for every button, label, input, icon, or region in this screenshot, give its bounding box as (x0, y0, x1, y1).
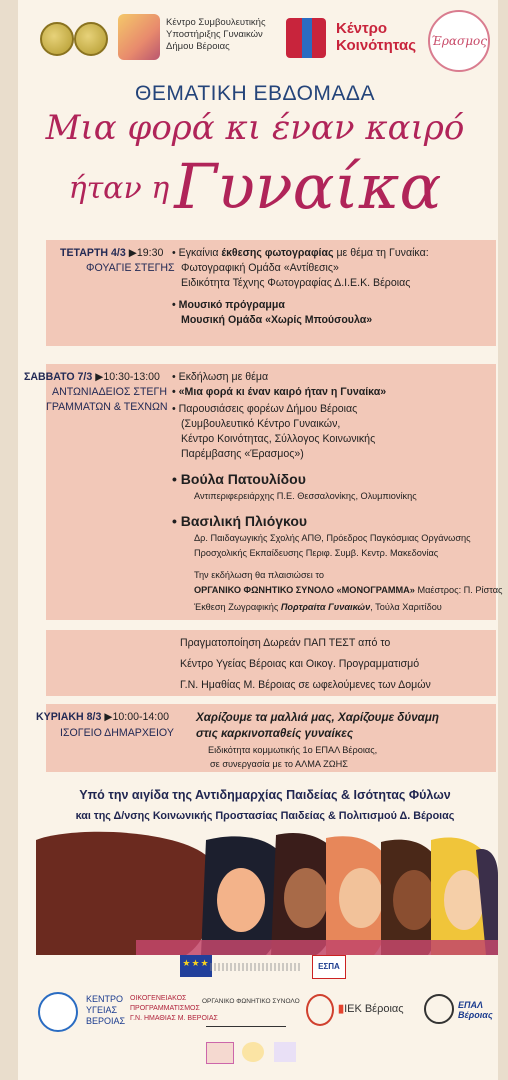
monogramma-logo (206, 1010, 286, 1027)
erasmos-text: Έρασμος (431, 34, 487, 48)
kk-line: Κοινότητας (336, 37, 417, 54)
event2-line-c: • Παρουσιάσεις φορέων Δήμου Βέροιας (172, 403, 358, 415)
small-logo-1 (206, 1042, 234, 1064)
woman-face-2 (284, 868, 328, 928)
event3-day: ΚΥΡΙΑΚΗ 8/3 ▶10:00-14:00 (36, 711, 170, 723)
title-line-1: Μια φορά κι έναν καιρό (45, 108, 465, 148)
speaker2-role-1: Δρ. Παιδαγωγικής Σχολής ΑΠΘ, Πρόεδρος Παγκόσμιας Οργάνωσης (194, 533, 471, 543)
funding-fine-print (210, 963, 300, 971)
event2-line-b: • «Μια φορά κι έναν καιρό ήταν η Γυναίκα» (172, 386, 387, 398)
oikogeneiakos-line: Γ.Ν. ΗΜΑΘΙΑΣ Μ. ΒΕΡΟΙΑΣ (130, 1015, 218, 1022)
auspices-line-2: και της Δ/νσης Κοινωνικής Προστασίας Παιδείας & Πολιτισμού Δ. Βέροιας (75, 810, 455, 822)
event1-line-d: • Μουσικό πρόγραμμα (172, 299, 285, 311)
speaker1-name: • Βούλα Πατουλίδου (172, 471, 306, 487)
woman-face-4 (393, 870, 435, 930)
music-intro: Την εκδήλωση θα πλαισιώσει το (194, 570, 324, 580)
kentro-koinotitas-logo (286, 14, 416, 64)
music-ensemble: ΟΡΓΑΝΙΚΟ ΦΩΝΗΤΙΚΟ ΣΥΝΟΛΟ «ΜΟΝΟΓΡΑΜΜΑ» Μαέστρος: Π. Ρίστας (194, 585, 503, 595)
event3-line-d: σε συνεργασία με το ΑΛΜΑ ΖΩΗΣ (210, 759, 348, 769)
event3-line-b: στις καρκινοπαθείς γυναίκες (196, 727, 353, 740)
municipality-seal-left (40, 22, 74, 56)
municipality-seal-right (74, 22, 108, 56)
iek-mark-icon: ▮ (338, 1003, 345, 1015)
oikogeneiakos-line: ΠΡΟΓΡΑΜΜΑΤΙΣΜΟΣ (130, 1005, 200, 1012)
week-heading: ΘΕΜΑΤΙΚΗ ΕΒΔΟΜΑΔΑ (135, 82, 375, 105)
event2-line-e: Κέντρο Κοινότητας, Σύλλογος Κοινωνικής (181, 433, 376, 445)
kyp-logo (38, 992, 78, 1032)
eu-flag-icon: ★★★ (180, 955, 212, 977)
event2-line-f: Παρέμβασης «Έρασμος») (181, 448, 304, 460)
pap-line-2: Κέντρο Υγείας Βέροιας και Οικογ. Προγραμματισμό (180, 658, 420, 670)
pap-line-3: Γ.Ν. Ημαθίας Μ. Βέροιας σε ωφελούμενες των Δομών (180, 679, 431, 691)
event1-venue: ΦΟΥΑΓΙΕ ΣΤΕΓΗΣ (86, 262, 175, 274)
circle-logo (306, 994, 334, 1026)
event3-line-a: Χαρίζουμε τα μαλλιά μας, Χαρίζουμε δύναμη (196, 711, 439, 724)
event3-venue: ΙΣΟΓΕΙΟ ΔΗΜΑΡΧΕΙΟΥ (60, 727, 174, 739)
iek-logo (338, 1002, 404, 1015)
kesygy-logo (118, 14, 278, 64)
page-edge-left (0, 0, 18, 1080)
woman-face-1 (217, 868, 265, 932)
sponsor-logos (30, 990, 500, 1070)
kesygy-line: Δήμου Βέροιας (166, 41, 230, 52)
oikogeneiakos-line: ΟΙΚΟΓΕΝΕΙΑΚΟΣ (130, 995, 187, 1002)
event3-line-c: Ειδικότητα κομμωτικής 1ο ΕΠΑΛ Βέροιας, (208, 745, 378, 755)
event2-venue1: ΑΝΤΩΝΙΑΔΕΙΟΣ ΣΤΕΓΗ (52, 386, 167, 398)
kk-line: Κέντρο (336, 20, 388, 37)
title-small: ήταν η (68, 171, 170, 206)
kesygy-line: Κέντρο Συμβουλευτικής (166, 17, 266, 28)
page-edge-right (498, 0, 508, 1080)
kesygy-line: Υποστήριξης Γυναικών (166, 29, 263, 40)
event2-day: ΣΑΒΒΑΤΟ 7/3 ▶10:30-13:00 (24, 371, 160, 383)
iek-label: ΙΕΚ Βέροιας (344, 1003, 404, 1015)
people-icon (286, 18, 328, 58)
event1-line-b: Φωτογραφική Ομάδα «Αντίθεσις» (181, 262, 339, 274)
auspices-line-1: Υπό την αιγίδα της Αντιδημαρχίας Παιδείας & Ισότητας Φύλων (79, 788, 451, 802)
event2-line-a: • Εκδήλωση με θέμα (172, 371, 269, 383)
epal-logo: ΕΠΑΛ Βέροιας (458, 1000, 493, 1020)
event2-line-d: (Συμβουλευτικό Κέντρο Γυναικών, (181, 418, 341, 430)
title-big: Γυναίκα (174, 150, 442, 223)
woman-face-5 (444, 870, 484, 930)
small-logo-2 (242, 1042, 264, 1062)
kentro-ygeias-line: ΥΓΕΙΑΣ (86, 1005, 118, 1015)
woman-face-3 (339, 868, 383, 928)
event1-line-e: Μουσική Ομάδα «Χωρίς Μπούσουλα» (181, 314, 373, 326)
kentro-ygeias-line: ΒΕΡΟΙΑΣ (86, 1016, 126, 1026)
espa-logo: ΕΣΠΑ (312, 955, 346, 979)
kentro-ygeias-line: ΚΕΝΤΡΟ (86, 994, 124, 1004)
kentro-ygeias-logo (86, 994, 125, 1027)
event1-day: ΤΕΤΑΡΤΗ 4/3 ▶19:30 (60, 247, 164, 259)
choir-label: ΟΡΓΑΝΙΚΟ ΦΩΝΗΤΙΚΟ ΣΥΝΟΛΟ (202, 998, 300, 1005)
speaker2-role-2: Προσχολικής Εκπαίδευσης Περιφ. Συμβ. Κεντρ. Μακεδονίας (194, 548, 439, 558)
woman-silhouette-1 (36, 832, 217, 955)
anti-logo (424, 994, 454, 1024)
erasmos-logo (428, 10, 490, 72)
woman-face-icon (118, 14, 160, 60)
speaker2-name: • Βασιλική Πλιόγκου (172, 513, 308, 529)
speaker1-role: Αντιπεριφερειάρχης Π.Ε. Θεσσαλονίκης, Ολυμπιονίκης (194, 491, 417, 501)
clothing-band (136, 940, 498, 955)
painting-expo: Έκθεση Ζωγραφικής Πορτραίτα Γυναικών, Τούλα Χαριτίδου (194, 602, 442, 612)
small-logo-3 (274, 1042, 296, 1062)
title-line-2 (20, 150, 490, 223)
women-illustration (36, 830, 498, 955)
pap-line-1: Πραγματοποίηση Δωρεάν ΠΑΠ ΤΕΣΤ από το (180, 637, 391, 649)
event1-line-a: • Εγκαίνια έκθεσης φωτογραφίας με θέμα τη Γυναίκα: (172, 247, 429, 259)
event2-venue2: ΓΡΑΜΜΑΤΩΝ & ΤΕΧΝΩΝ (46, 401, 168, 413)
event1-line-c: Ειδικότητα Τέχνης Φωτογραφίας Δ.Ι.Ε.Κ. Βέροιας (181, 277, 411, 289)
